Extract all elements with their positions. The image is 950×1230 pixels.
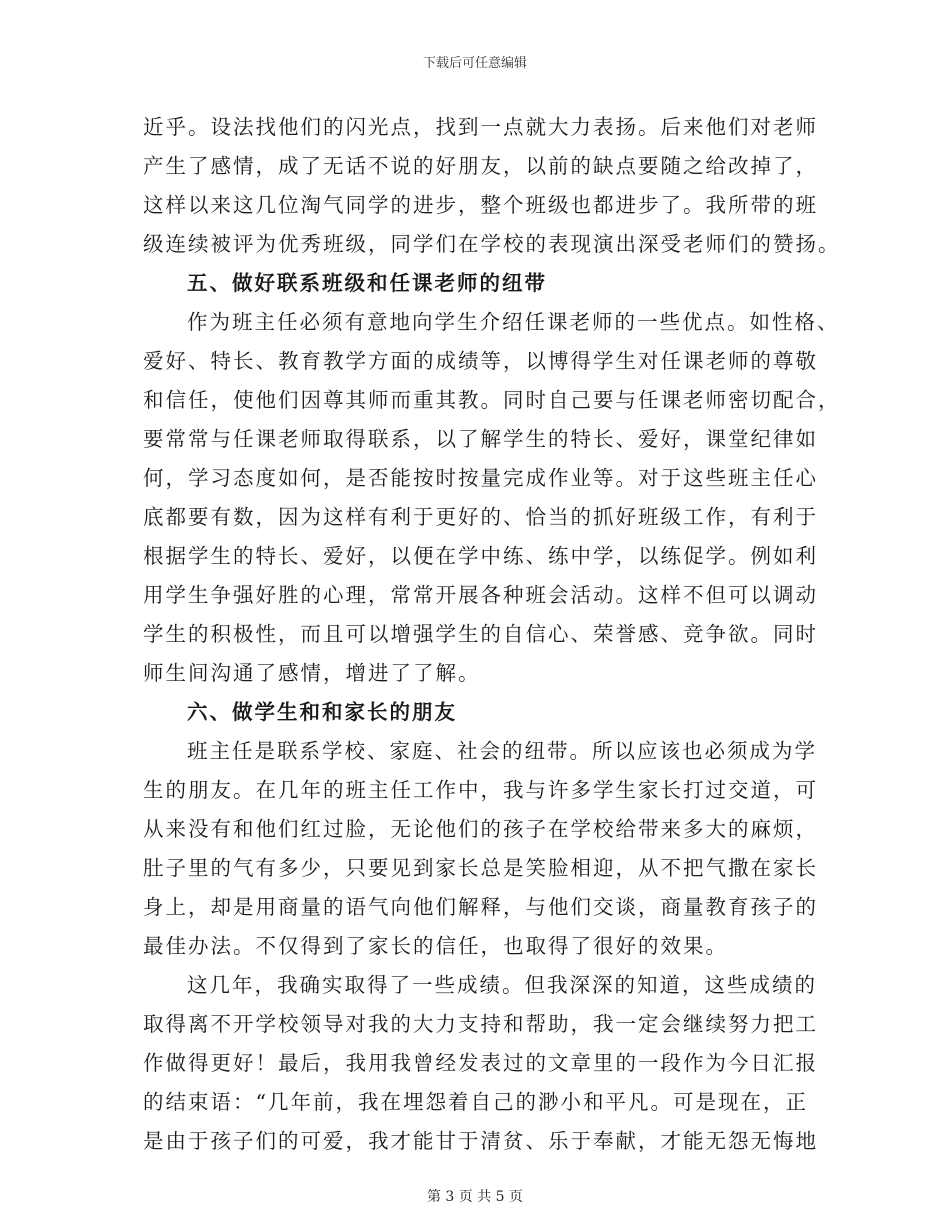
text-line: 肚子里的气有多少，只要见到家长总是笑脸相迎，从不把气撒在家长 xyxy=(143,856,818,880)
text-line: 产生了感情，成了无话不说的好朋友，以前的缺点要随之给改掉了， xyxy=(143,154,818,178)
text-line: 的结束语：“几年前，我在埋怨着自己的渺小和平凡。可是现在，正 xyxy=(143,1090,808,1114)
section-heading: 六、做学生和和家长的朋友 xyxy=(187,700,457,724)
page-header: 下载后可任意编辑 xyxy=(422,56,527,71)
text-line: 根据学生的特长、爱好，以便在学中练、练中学，以练促学。例如利 xyxy=(143,544,818,568)
text-line: 近乎。设法找他们的闪光点，找到一点就大力表扬。后来他们对老师 xyxy=(143,115,818,139)
text-line: 生的朋友。在几年的班主任工作中，我与许多学生家长打过交道，可 xyxy=(143,778,818,802)
text-line: 级连续被评为优秀班级，同学们在学校的表现演出深受老师们的赞扬。 xyxy=(143,232,841,256)
page-footer: 第 3 页 共 5 页 xyxy=(426,1189,524,1205)
text-line: 班主任是联系学校、家庭、社会的纽带。所以应该也必须成为学 xyxy=(187,739,817,763)
text-line: 从来没有和他们红过脸，无论他们的孩子在学校给带来多大的麻烦， xyxy=(143,817,818,841)
document-body xyxy=(143,108,841,1161)
text-line: 用学生争强好胜的心理，常常开展各种班会活动。这样不但可以调动 xyxy=(143,583,818,607)
text-line: 和信任，使他们因尊其师而重其教。同时自己要与任课老师密切配合， xyxy=(143,388,841,412)
section-heading: 五、做好联系班级和任课老师的纽带 xyxy=(187,271,547,295)
text-line: 是由于孩子们的可爱，我才能甘于清贫、乐于奉献，才能无怨无悔地 xyxy=(143,1129,818,1153)
text-line: 最佳办法。不仅得到了家长的信任，也取得了很好的效果。 xyxy=(143,934,728,958)
text-line: 何，学习态度如何，是否能按时按量完成作业等。对于这些班主任心 xyxy=(143,466,818,490)
text-line: 爱好、特长、教育教学方面的成绩等，以博得学生对任课老师的尊敬 xyxy=(143,349,818,373)
text-line: 取得离不开学校领导对我的大力支持和帮助，我一定会继续努力把工 xyxy=(143,1012,818,1036)
text-line: 作做得更好！最后，我用我曾经发表过的文章里的一段作为今日汇报 xyxy=(143,1051,818,1075)
text-line: 学生的积极性，而且可以增强学生的自信心、荣誉感、竞争欲。同时 xyxy=(143,622,818,646)
text-line: 底都要有数，因为这样有利于更好的、恰当的抓好班级工作，有利于 xyxy=(143,505,818,529)
text-line: 这几年，我确实取得了一些成绩。但我深深的知道，这些成绩的 xyxy=(187,973,817,997)
text-line: 作为班主任必须有意地向学生介绍任课老师的一些优点。如性格、 xyxy=(187,310,840,334)
text-line: 要常常与任课老师取得联系，以了解学生的特长、爱好，课堂纪律如 xyxy=(143,427,818,451)
text-line: 这样以来这几位淘气同学的进步，整个班级也都进步了。我所带的班 xyxy=(143,193,818,217)
text-line: 师生间沟通了感情，增进了了解。 xyxy=(143,661,481,685)
text-line: 身上，却是用商量的语气向他们解释，与他们交谈，商量教育孩子的 xyxy=(143,895,818,919)
